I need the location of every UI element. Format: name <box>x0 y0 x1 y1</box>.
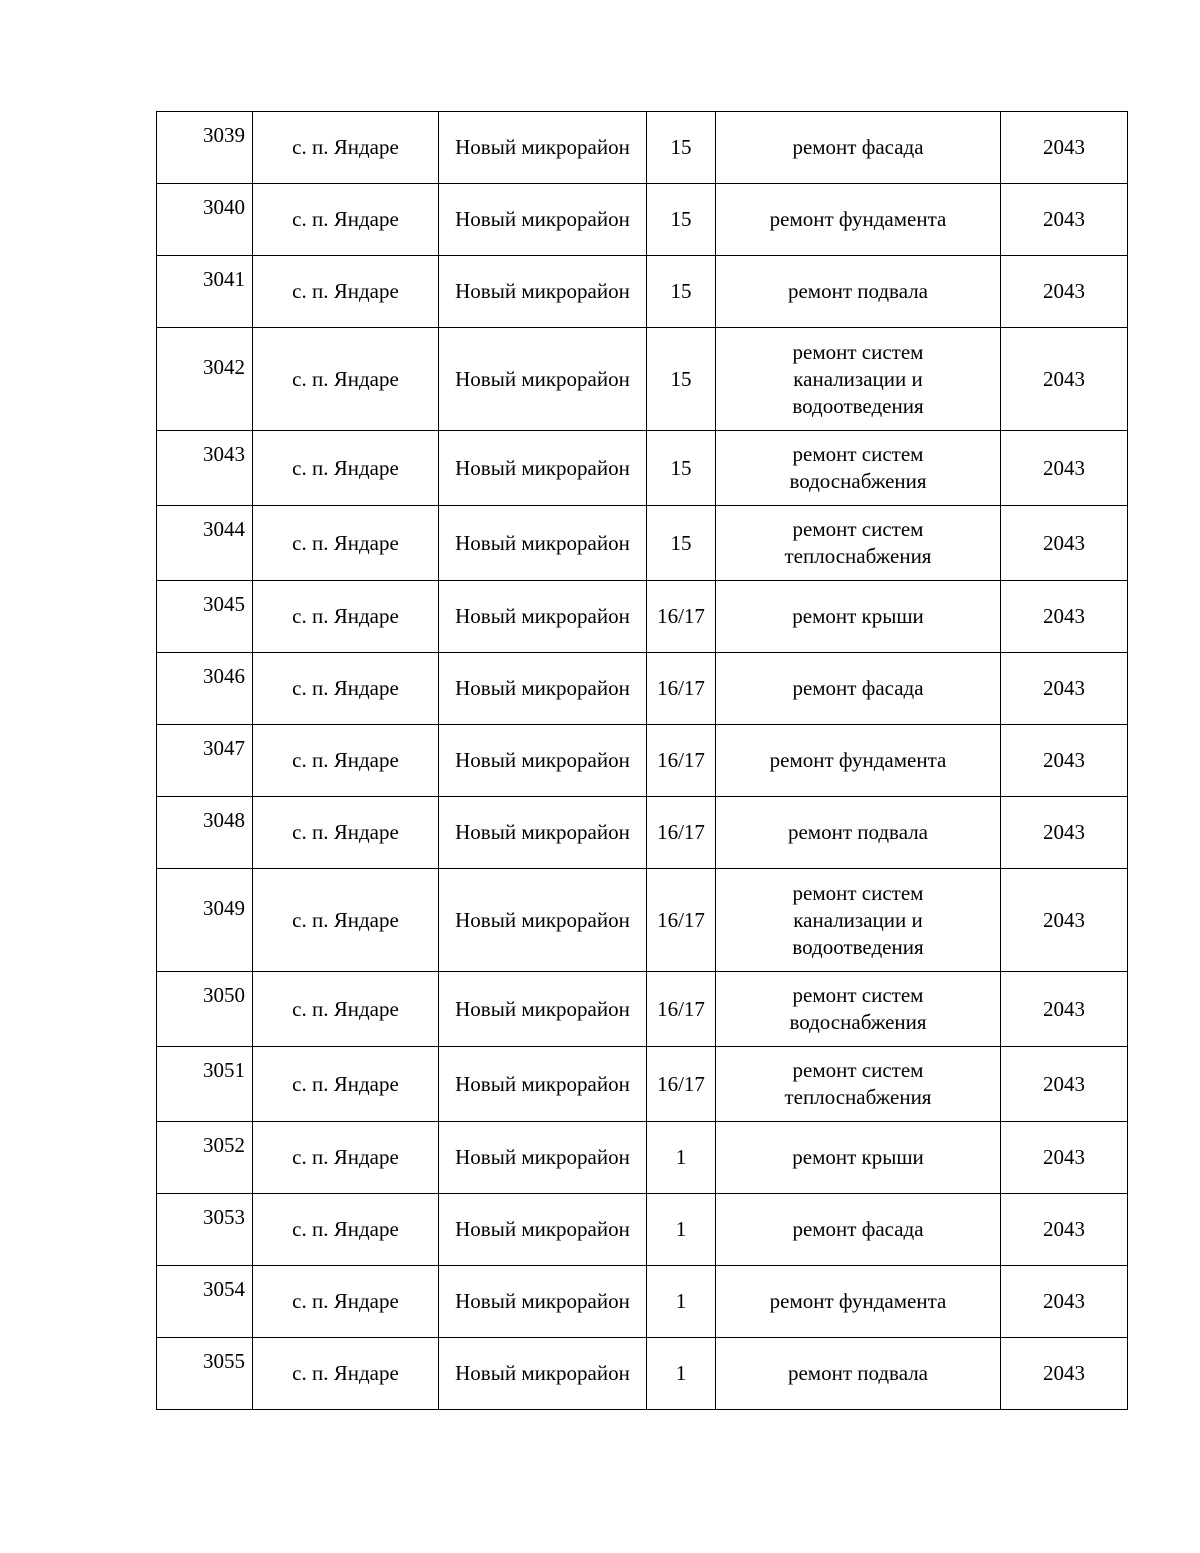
work-type-cell: ремонт фасада <box>716 1194 1001 1266</box>
work-type-cell: ремонт крыши <box>716 1122 1001 1194</box>
year-cell: 2043 <box>1001 972 1128 1047</box>
settlement-cell: с. п. Яндаре <box>253 506 439 581</box>
settlement-cell: с. п. Яндаре <box>253 1194 439 1266</box>
row-number-cell: 3043 <box>157 431 253 506</box>
row-number-cell: 3046 <box>157 653 253 725</box>
street-cell: Новый микрорайон <box>439 972 647 1047</box>
year-cell: 2043 <box>1001 869 1128 972</box>
house-number-cell: 1 <box>647 1194 716 1266</box>
house-number-cell: 15 <box>647 431 716 506</box>
row-number-cell: 3048 <box>157 797 253 869</box>
house-number-cell: 15 <box>647 256 716 328</box>
street-cell: Новый микрорайон <box>439 1338 647 1410</box>
house-number-cell: 1 <box>647 1122 716 1194</box>
table-row <box>157 328 1128 431</box>
work-type-cell: ремонт подвала <box>716 1338 1001 1410</box>
house-number-cell: 16/17 <box>647 972 716 1047</box>
year-cell: 2043 <box>1001 184 1128 256</box>
work-type-cell: ремонт крыши <box>716 581 1001 653</box>
settlement-cell: с. п. Яндаре <box>253 653 439 725</box>
house-number-cell: 16/17 <box>647 725 716 797</box>
table-row <box>157 725 1128 797</box>
street-cell: Новый микрорайон <box>439 653 647 725</box>
house-number-cell: 15 <box>647 112 716 184</box>
year-cell: 2043 <box>1001 112 1128 184</box>
year-cell: 2043 <box>1001 1266 1128 1338</box>
settlement-cell: с. п. Яндаре <box>253 1047 439 1122</box>
row-number-cell: 3055 <box>157 1338 253 1410</box>
work-type-cell: ремонт систем теплоснабжения <box>716 506 1001 581</box>
work-type-cell: ремонт фасада <box>716 112 1001 184</box>
row-number-cell: 3049 <box>157 869 253 972</box>
table-row <box>157 797 1128 869</box>
settlement-cell: с. п. Яндаре <box>253 431 439 506</box>
year-cell: 2043 <box>1001 1122 1128 1194</box>
street-cell: Новый микрорайон <box>439 725 647 797</box>
street-cell: Новый микрорайон <box>439 328 647 431</box>
row-number-cell: 3051 <box>157 1047 253 1122</box>
work-type-cell: ремонт систем канализации и водоотведения <box>716 328 1001 431</box>
table-row <box>157 869 1128 972</box>
house-number-cell: 16/17 <box>647 797 716 869</box>
table-row <box>157 431 1128 506</box>
street-cell: Новый микрорайон <box>439 869 647 972</box>
settlement-cell: с. п. Яндаре <box>253 1266 439 1338</box>
row-number-cell: 3039 <box>157 112 253 184</box>
row-number-cell: 3045 <box>157 581 253 653</box>
street-cell: Новый микрорайон <box>439 797 647 869</box>
house-number-cell: 1 <box>647 1266 716 1338</box>
year-cell: 2043 <box>1001 797 1128 869</box>
street-cell: Новый микрорайон <box>439 1266 647 1338</box>
row-number-cell: 3041 <box>157 256 253 328</box>
year-cell: 2043 <box>1001 1194 1128 1266</box>
table-row <box>157 112 1128 184</box>
work-type-cell: ремонт систем теплоснабжения <box>716 1047 1001 1122</box>
table-row <box>157 1122 1128 1194</box>
house-number-cell: 16/17 <box>647 653 716 725</box>
house-number-cell: 16/17 <box>647 581 716 653</box>
table-row <box>157 972 1128 1047</box>
settlement-cell: с. п. Яндаре <box>253 972 439 1047</box>
year-cell: 2043 <box>1001 506 1128 581</box>
year-cell: 2043 <box>1001 431 1128 506</box>
settlement-cell: с. п. Яндаре <box>253 328 439 431</box>
row-number-cell: 3042 <box>157 328 253 431</box>
settlement-cell: с. п. Яндаре <box>253 797 439 869</box>
work-type-cell: ремонт фасада <box>716 653 1001 725</box>
table-body <box>157 112 1128 1410</box>
street-cell: Новый микрорайон <box>439 256 647 328</box>
work-type-cell: ремонт подвала <box>716 797 1001 869</box>
street-cell: Новый микрорайон <box>439 184 647 256</box>
street-cell: Новый микрорайон <box>439 1122 647 1194</box>
row-number-cell: 3053 <box>157 1194 253 1266</box>
year-cell: 2043 <box>1001 328 1128 431</box>
street-cell: Новый микрорайон <box>439 506 647 581</box>
work-type-cell: ремонт систем водоснабжения <box>716 431 1001 506</box>
settlement-cell: с. п. Яндаре <box>253 1338 439 1410</box>
house-number-cell: 1 <box>647 1338 716 1410</box>
table-row <box>157 1266 1128 1338</box>
house-number-cell: 16/17 <box>647 869 716 972</box>
row-number-cell: 3050 <box>157 972 253 1047</box>
table-row <box>157 581 1128 653</box>
table-row <box>157 1338 1128 1410</box>
table-row <box>157 653 1128 725</box>
street-cell: Новый микрорайон <box>439 431 647 506</box>
year-cell: 2043 <box>1001 653 1128 725</box>
work-type-cell: ремонт фундамента <box>716 1266 1001 1338</box>
work-type-cell: ремонт подвала <box>716 256 1001 328</box>
year-cell: 2043 <box>1001 725 1128 797</box>
year-cell: 2043 <box>1001 1047 1128 1122</box>
settlement-cell: с. п. Яндаре <box>253 869 439 972</box>
table-row <box>157 256 1128 328</box>
row-number-cell: 3052 <box>157 1122 253 1194</box>
year-cell: 2043 <box>1001 581 1128 653</box>
settlement-cell: с. п. Яндаре <box>253 112 439 184</box>
house-number-cell: 15 <box>647 506 716 581</box>
house-number-cell: 15 <box>647 328 716 431</box>
row-number-cell: 3047 <box>157 725 253 797</box>
repair-schedule-table <box>156 111 1128 1410</box>
settlement-cell: с. п. Яндаре <box>253 725 439 797</box>
year-cell: 2043 <box>1001 1338 1128 1410</box>
row-number-cell: 3044 <box>157 506 253 581</box>
street-cell: Новый микрорайон <box>439 1047 647 1122</box>
house-number-cell: 15 <box>647 184 716 256</box>
row-number-cell: 3040 <box>157 184 253 256</box>
settlement-cell: с. п. Яндаре <box>253 1122 439 1194</box>
table-row <box>157 506 1128 581</box>
work-type-cell: ремонт фундамента <box>716 184 1001 256</box>
street-cell: Новый микрорайон <box>439 112 647 184</box>
house-number-cell: 16/17 <box>647 1047 716 1122</box>
table-row <box>157 184 1128 256</box>
year-cell: 2043 <box>1001 256 1128 328</box>
settlement-cell: с. п. Яндаре <box>253 256 439 328</box>
street-cell: Новый микрорайон <box>439 1194 647 1266</box>
settlement-cell: с. п. Яндаре <box>253 581 439 653</box>
settlement-cell: с. п. Яндаре <box>253 184 439 256</box>
work-type-cell: ремонт систем водоснабжения <box>716 972 1001 1047</box>
work-type-cell: ремонт фундамента <box>716 725 1001 797</box>
work-type-cell: ремонт систем канализации и водоотведения <box>716 869 1001 972</box>
table-row <box>157 1194 1128 1266</box>
table-row <box>157 1047 1128 1122</box>
street-cell: Новый микрорайон <box>439 581 647 653</box>
row-number-cell: 3054 <box>157 1266 253 1338</box>
